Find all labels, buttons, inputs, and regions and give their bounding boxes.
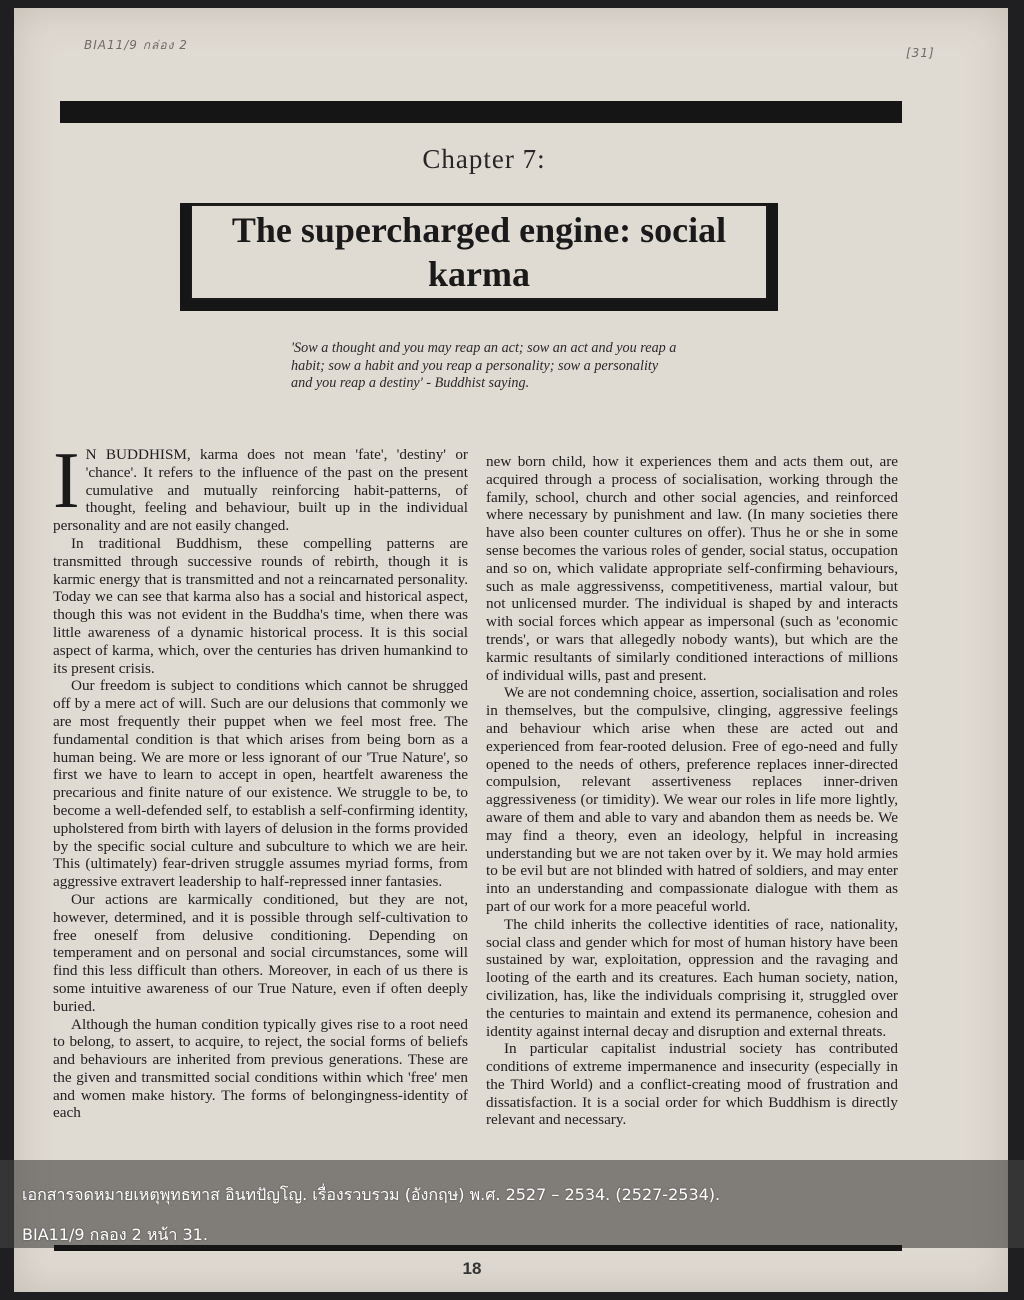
- right-text-column: [486, 453, 898, 1129]
- page-number-text: 18: [462, 1259, 482, 1278]
- paragraph: We are not condemning choice, assertion, socialisation and roles in themselves, but the compulsive, clinging, aggressive feelings and behaviour which arise when these are acted out and experienced from fear-rooted delusion. Free of ego-need and fully opened to the needs of others, preference replaces inner-directed compulsion, relevant assertiveness replaces inner-driven aggressiveness (or timidity). We wear our roles in life more lightly, aware of them and able to vary and abandon them as needs be. We may find a theory, even an ideology, helpful in increasing understanding but we are not taken over by it. We may hold armies to be evil but are not blinded with hatred of soldiers, and may enter into an understanding and compassionate dialogue with them as part of our work for a more peaceful world.: [486, 684, 898, 915]
- chapter-heading-text: Chapter 7:: [422, 144, 546, 174]
- paragraph: [53, 437, 468, 535]
- paragraph: Our actions are karmically conditioned, but they are not, however, determined, and it is possible through self-cultivation to free oneself from delusive conditioning. Depending on temperament and on personal and social circumstances, some will find this less difficult than others. Moreover, in each of us there is some intuitive awareness of our True Nature, even if often deeply buried.: [53, 890, 468, 1015]
- epigraph-quote: 'Sow a thought and you may reap an act; sow an act and you reap a habit; sow a habit and you reap a personality; sow a personality and you reap a destiny' - Buddhist saying.: [291, 340, 677, 392]
- paragraph: Our freedom is subject to conditions which cannot be shrugged off by a mere act of will. Such are our delusions that commonly we are most frequently their puppet when we feel most free. The fundamental condition is that which arises from being born as a human being. We are more or less ignorant of our 'True Nature', so first we have to learn to accept in open, heartfelt awareness the precarious and finite nature of our existence. We struggle to be, to become a well-defended self, to establish a self-confirming identity, upholstered from birth with layers of delusion in the forms provided by the specific social culture and subculture to which we are heir. This (ultimately) fear-driven struggle assumes myriad forms, from aggressive extravert leadership to half-repressed inner fantasies.: [53, 677, 468, 891]
- title-box: [190, 204, 768, 300]
- top-black-rule: [60, 101, 902, 123]
- paragraph: In traditional Buddhism, these compelling patterns are transmitted through successive rounds of rebirth, though it is karmic energy that is transmitted and not a reincarnated personality. Today we can see that karma also has a social and historical aspect, though this was not evident in the Buddha's time, when there was little awareness of a dynamic historical process. It is this social aspect of karma, which, over the centuries has driven humankind to its present crisis.: [53, 534, 468, 677]
- paragraph: In particular capitalist industrial society has contributed conditions of extreme impermanence and insecurity (especially in the Third World) and a conflict-creating mood of frustration and dissatisfaction. It is a social order for which Buddhism is directly relevant and necessary.: [486, 1040, 898, 1129]
- left-text-column: [53, 437, 468, 1122]
- caption-overlay-reference: BIA11/9 กลอง 2 หน้า 31.: [22, 1225, 208, 1244]
- paragraph: The child inherits the collective identities of race, nationality, social class and gender which for most of human history have been sustained by war, exploitation, oppression and the ravaging and looting of the earth and its creatures. Each human society, nation, civilization, has, like the individuals comprising it, struggled over the centuries to maintain and extend its permanence, cohesion and identity against internal decay and disruption and external threats.: [486, 915, 898, 1040]
- caption-overlay-title: เอกสารจดหมายเหตุพุทธทาส อินทปัญโญ. เรื่องรวบรวม (อังกฤษ) พ.ศ. 2527 – 2534. (2527-2534).: [22, 1185, 721, 1204]
- bottom-black-rule: [54, 1245, 902, 1251]
- paragraph: new born child, how it experiences them and acts them out, are acquired through a process of socialisation, working through the family, school, church and other social agencies, and reinforced where necessary by punishment and law. (In many societies there have also been counter cultures on offer). Thus he or she in some sense becomes the various roles of gender, social status, occupation and so on, which validate appropriate self-confirming behaviours, such as male aggressivenss, competitiveness, martial valour, but not unlicensed murder. The individual is shaped by and interacts with social forces which appear as impersonal (such as 'economic trends', or wars that allegedly nobody wants), but which are the karmic resultants of similarly conditioned interactions of millions of individual wills, past and present.: [486, 453, 898, 684]
- paragraph: Although the human condition typically gives rise to a root need to belong, to assert, to acquire, to reject, the social forms of beliefs and behaviours are inherited from previous generations. These are the given and transmitted social conditions within which 'free' men and women make history. The forms of belongingness-identity of each: [53, 1015, 468, 1122]
- handwritten-archive-note: BIA11/9 กล่อง 2: [84, 38, 188, 52]
- chapter-title: The supercharged engine: social karma: [231, 210, 727, 294]
- paragraph-text: N BUDDHISM, karma does not mean 'fate', 'destiny' or 'chance'. It refers to the influence of the past on the present cumulative and mutually reinforcing habit-patterns, of thought, feeling and behaviour, built up in the individual personality and are not easily changed.: [53, 446, 468, 535]
- drop-cap-letter: I: [53, 437, 80, 525]
- chapter-heading: [0, 144, 1024, 175]
- page-number: [0, 1259, 1024, 1279]
- handwritten-page-mark: [31]: [906, 46, 935, 60]
